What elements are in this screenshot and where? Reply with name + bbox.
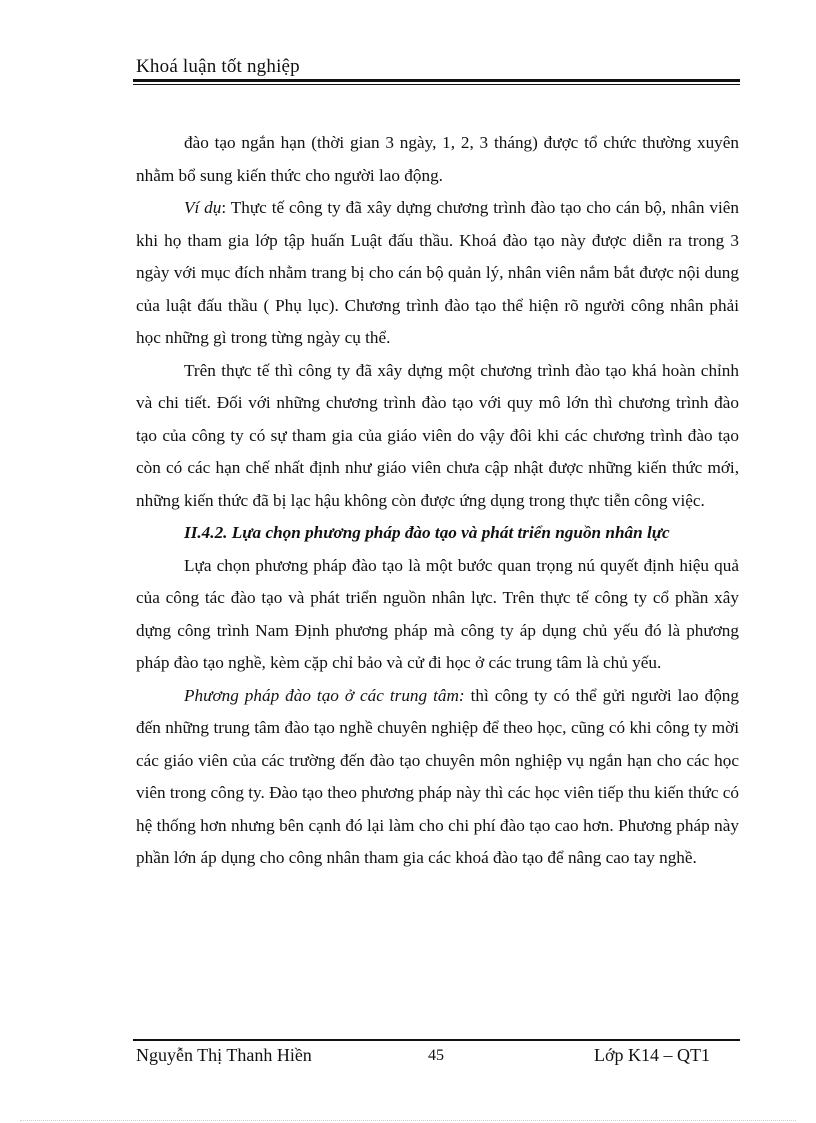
paragraph-continuation: đào tạo ngắn hạn (thời gian 3 ngày, 1, 2, 3 tháng) được tổ chức thường xuyên nhằm bổ sung kiến thức cho người lao động.: [136, 133, 739, 185]
footer-class-label: Lớp K14 – QT1: [594, 1045, 711, 1065]
training-centers-lead: Phương pháp đào tạo ở các trung tâm:: [184, 685, 465, 705]
running-header-title: Khoá luận tốt nghiệp: [136, 56, 300, 77]
header-rule-thin: [133, 84, 740, 85]
example-text: : Thực tế công ty đã xây dựng chương trình đào tạo cho cán bộ, nhân viên khi họ tham gia lớp tập huấn Luật đấu thầu. Khoá đào tạo này được diễn ra trong 3 ngày với mục đích nhằm trang bị cho cán bộ quản lý, nhân viên nắm bắt được nội dung của luật đấu thầu ( Phụ lục). Chương trình đào tạo thể hiện rõ người công nhân phải học những gì trong từng ngày cụ thể.: [136, 198, 739, 347]
footer-author: Nguyễn Thị Thanh Hiền: [136, 1045, 312, 1065]
footer-rule: [133, 1039, 740, 1041]
paragraph-reality: Trên thực tế thì công ty đã xây dựng một chương trình đào tạo khá hoàn chỉnh và chi tiết. Đối với những chương trình đào tạo với quy mô lớn thì chương trình đào tạo của công ty có sự tham gia của giáo viên do vậy đôi khi các chương trình đào tạo còn có các hạn chế nhất định như giáo viên chưa cập nhật được những kiến thức mới, những kiến thức đã bị lạc hậu không còn được ứng dụng trong thực tiễn công việc.: [136, 360, 739, 510]
section-heading: II.4.2. Lựa chọn phương pháp đào tạo và phát triển nguồn nhân lực: [184, 523, 670, 542]
paragraph-training-centers: [136, 680, 739, 875]
header-rule-thick: [133, 79, 740, 82]
footer-page-number: 45: [428, 1047, 444, 1064]
page-bottom-dotted-line: [20, 1120, 796, 1121]
example-lead: Ví dụ: [184, 198, 222, 217]
body-text: [136, 127, 739, 875]
paragraph-method-choice: Lựa chọn phương pháp đào tạo là một bước quan trọng nú quyết định hiệu quả của công tác đào tạo và phát triển nguồn nhân lực. Trên thực tế công ty cổ phần xây dựng công trình Nam Định phương pháp mà công ty áp dụng chủ yếu đó là phương pháp đào tạo nghề, kèm cặp chỉ bảo và cử đi học ở các trung tâm là chủ yếu.: [136, 555, 739, 672]
training-centers-text: thì công ty có thể gửi người lao động đến những trung tâm đào tạo nghề chuyên nghiệp để theo học, cũng có khi công ty mời các giáo viên của các trường đến đào tạo chuyên môn nghiệp vụ ngắn hạn cho các học viên trong công ty. Đào tạo theo phương pháp này thì các học viên tiếp thu kiến thức có hệ thống hơn nhưng bên cạnh đó lại làm cho chi phí đào tạo cao hơn. Phương pháp này phần lớn áp dụng cho công nhân tham gia các khoá đào tạo để nâng cao tay nghề.: [136, 685, 739, 867]
paragraph-example: [136, 192, 739, 355]
